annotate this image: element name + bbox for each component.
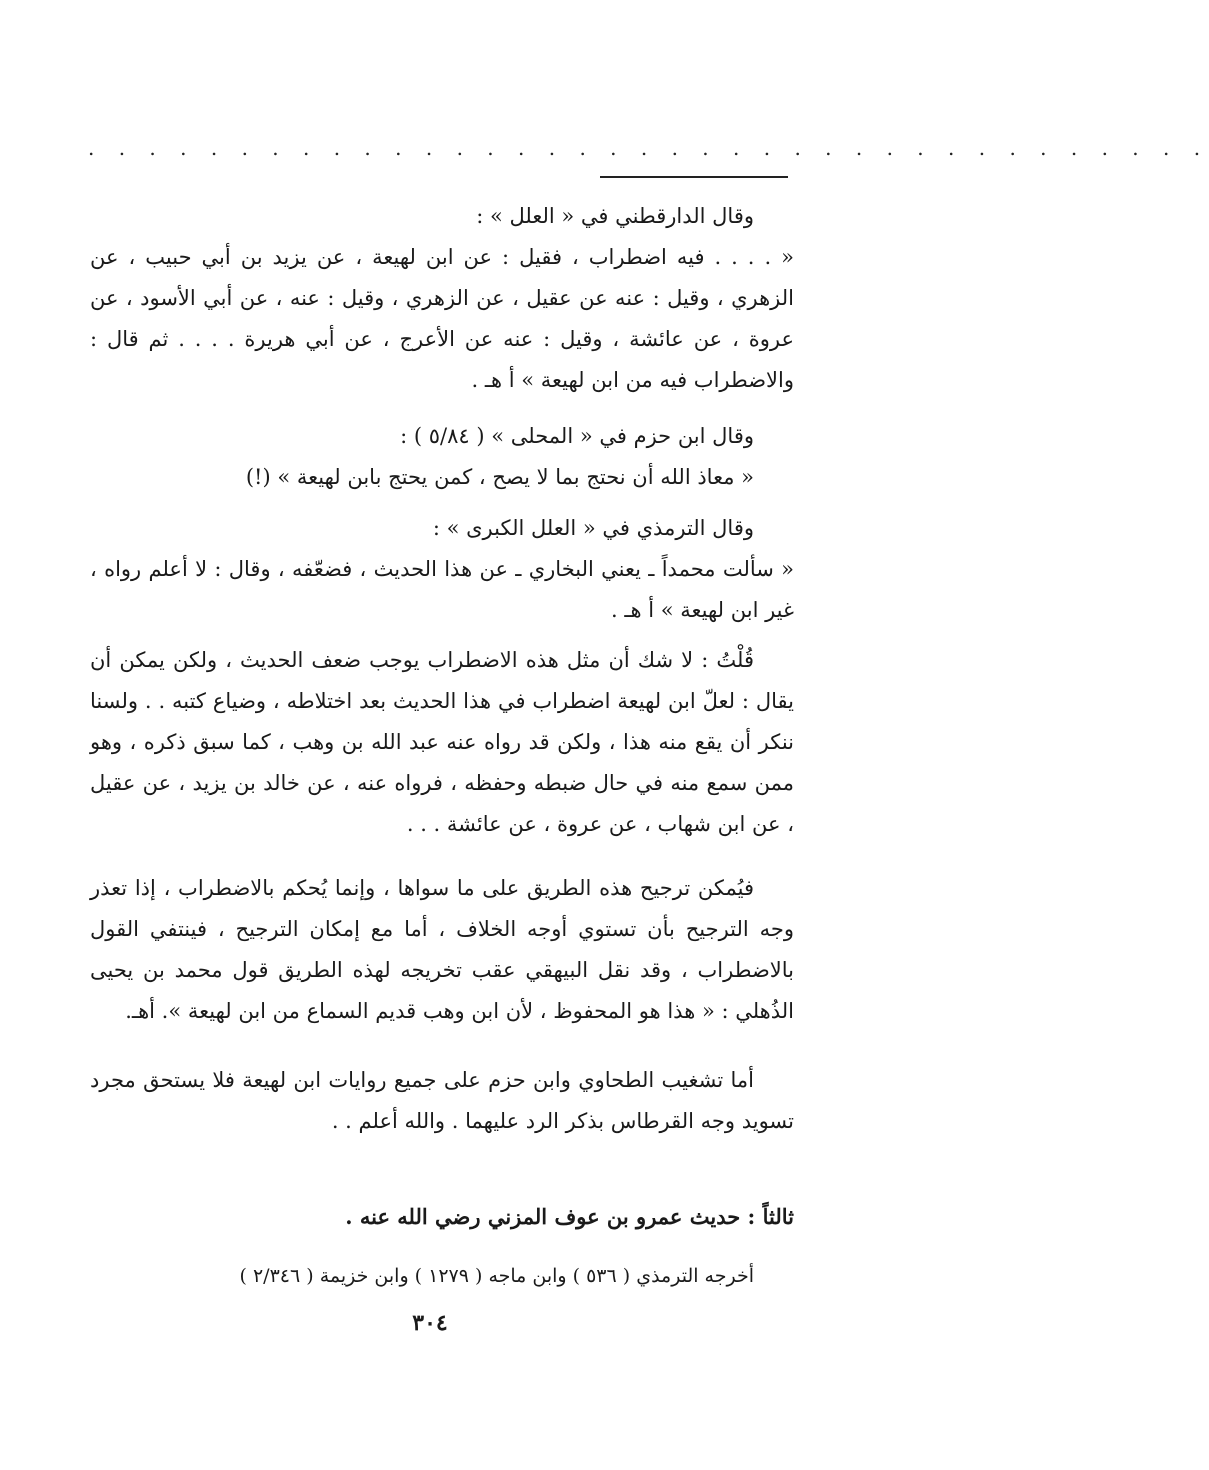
tirmidhi-citation <box>90 508 794 631</box>
conclusion-text: أما تشغيب الطحاوي وابن حزم على جميع روايات ابن لهيعة فلا يستحق مجرد تسويد وجه القرطاس بذكر الرد عليهما . والله أعلم . . <box>90 1068 794 1133</box>
third-hadith-heading <box>90 1196 794 1237</box>
takhrij-line <box>90 1256 794 1297</box>
author-comment-paragraph <box>90 640 794 845</box>
ibn-hazm-intro: وقال ابن حزم في « المحلى » ( ٥/٨٤ ) : <box>400 424 754 448</box>
tarjih-text: فيُمكن ترجيح هذه الطريق على ما سواها ، وإنما يُحكم بالاضطراب ، إذا تعذر وجه الترجيح بأن تستوي أوجه الخلاف ، أما مع إمكان الترجيح ، فينتفي القول بالاضطراب ، وقد نقل البيهقي عقب تخريجه لهذه الطريق قول محمد بن يحيى الذُهلي : « هذا هو المحفوظ ، لأن ابن وهب قديم السماع من ابن لهيعة ». أهـ. <box>90 876 794 1023</box>
footnote-rule <box>600 176 788 178</box>
footnote-separator-dots: . . . . . . . . . . . . . . . . . . . . . . . . . . . . . . . . . . . . . <box>88 136 1209 160</box>
daraqutni-intro: وقال الدارقطني في « العلل » : <box>476 204 754 228</box>
author-comment-text: قُلْتُ : لا شك أن مثل هذه الاضطراب يوجب ضعف الحديث ، ولكن يمكن أن يقال : لعلّ ابن لهيعة اضطراب في هذا الحديث بعد اختلاطه ، وضياع كتبه . . ولسنا ننكر أن يقع منه هذا ، ولكن قد رواه عنه عبد الله بن وهب ، كما سبق ذكره ، وهو ممن سمع منه في حال ضبطه وحفظه ، فرواه عنه ، عن خالد بن يزيد ، عن عقيل ، عن ابن شهاب ، عن عروة ، عن عائشة . . . <box>90 648 794 836</box>
tarjih-paragraph <box>90 868 794 1032</box>
daraqutni-quote: « . . . . فيه اضطراب ، فقيل : عن ابن لهيعة ، عن يزيد بن أبي حبيب ، عن الزهري ، وقيل : عنه عن عقيل ، عن الزهري ، وقيل : عنه ، عن أبي الأسود ، عن عروة ، عن عائشة ، وقيل : عنه عن الأعرج ، عن أبي هريرة . . . . ثم قال : والاضطراب فيه من ابن لهيعة » أ هـ . <box>90 245 794 392</box>
ibn-hazm-quote: « معاذ الله أن نحتج بما لا يصح ، كمن يحتج بابن لهيعة » (!) <box>245 465 754 489</box>
third-hadith-title: ثالثاً : حديث عمرو بن عوف المزني رضي الله عنه . <box>345 1204 794 1229</box>
takhrij-text: أخرجه الترمذي ( ٥٣٦ ) وابن ماجه ( ١٢٧٩ ) وابن خزيمة ( ٢/٣٤٦ ) <box>239 1265 754 1287</box>
daraqutni-citation <box>90 196 794 401</box>
page-number: ٣٠٤ <box>412 1310 448 1336</box>
ibn-hazm-citation <box>90 416 794 498</box>
tirmidhi-quote: « سألت محمداً ـ يعني البخاري ـ عن هذا الحديث ، فضعّفه ، وقال : لا أعلم رواه ، غير ابن لهيعة » أ هـ . <box>90 557 794 622</box>
tirmidhi-intro: وقال الترمذي في « العلل الكبرى » : <box>432 516 754 540</box>
conclusion-paragraph <box>90 1060 794 1142</box>
